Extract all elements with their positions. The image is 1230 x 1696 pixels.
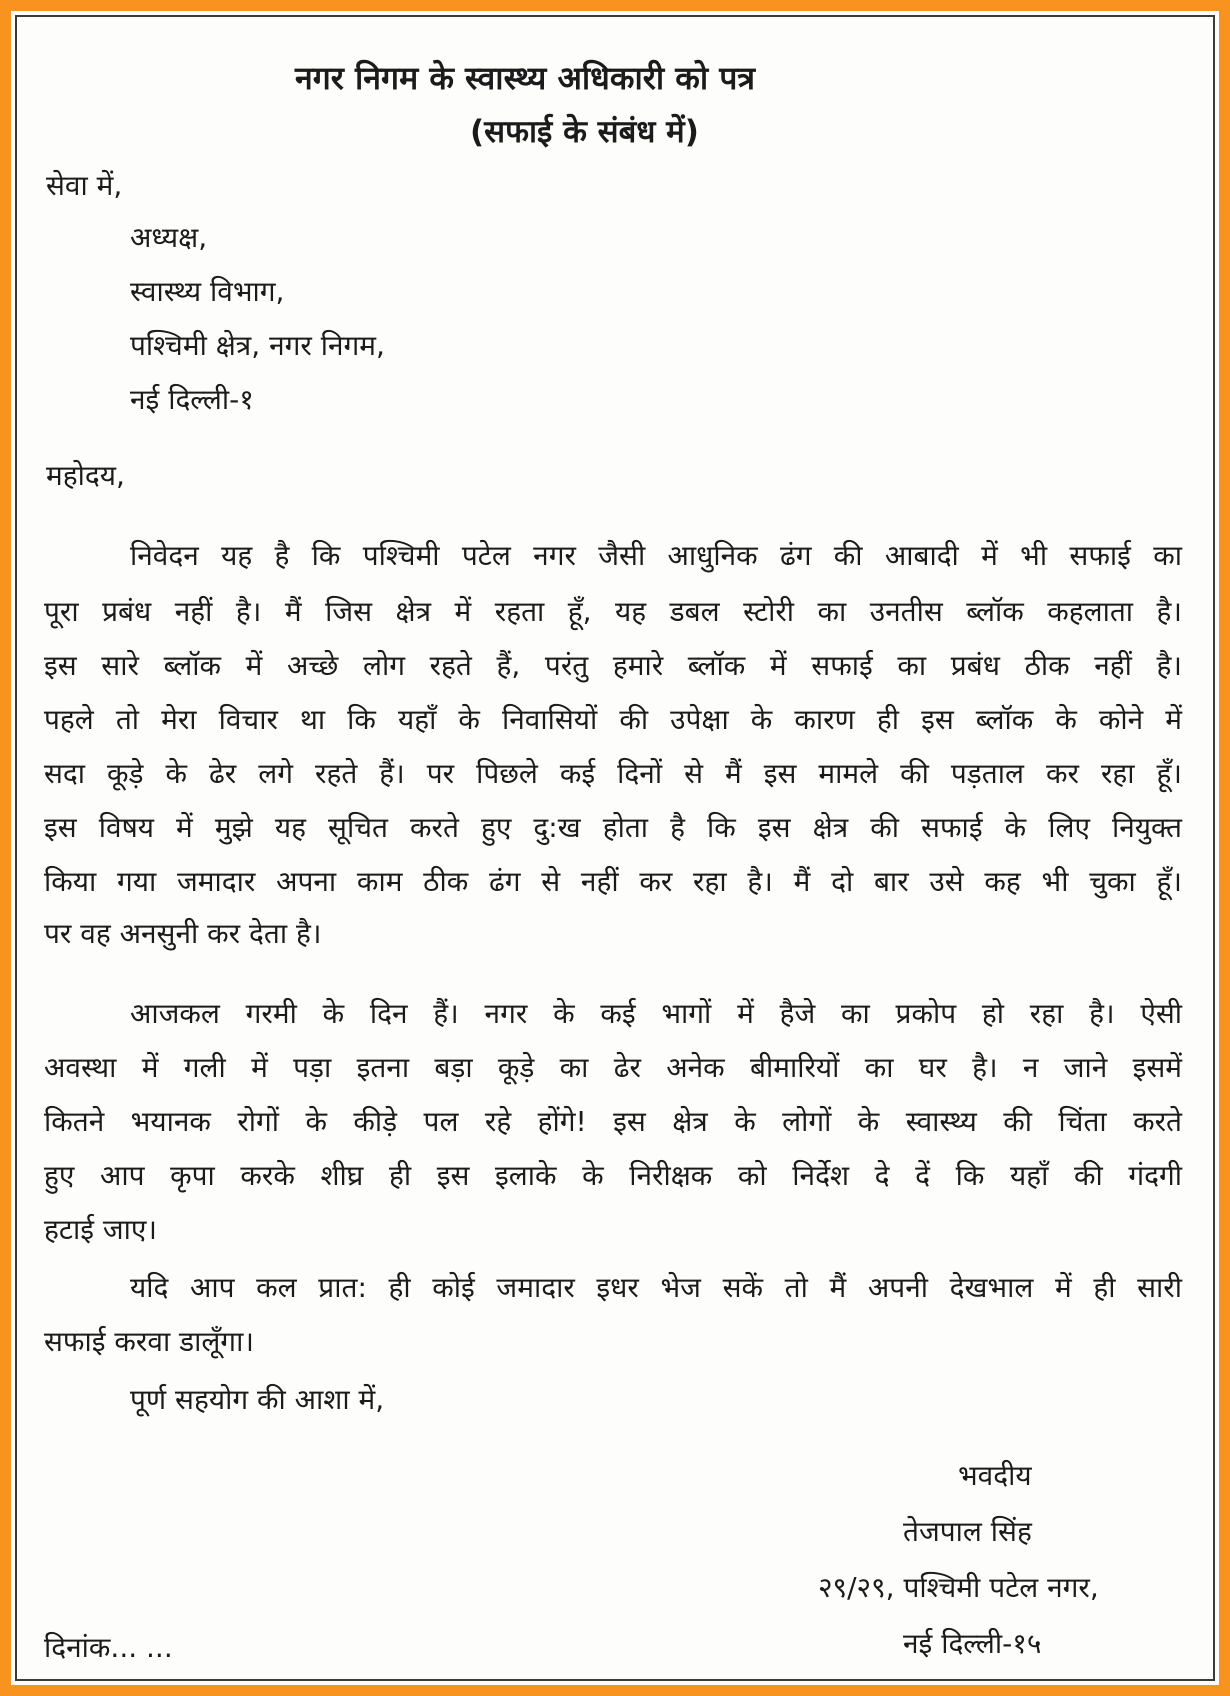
paragraph-line: कितने भयानक रोगों के कीड़े पल रहे होंगे! इस क्षेत्र के लोगों के स्वास्थ्य की चिंता करते: [44, 1105, 1182, 1138]
paragraph-line: पूरा प्रबंध नहीं है। मैं जिस क्षेत्र में रहता हूँ, यह डबल स्टोरी का उनतीस ब्लॉक कहलाता है।: [44, 595, 1182, 628]
greeting: महोदय,: [46, 459, 125, 492]
address-line: स्वास्थ्य विभाग,: [130, 275, 285, 308]
paragraph-line: इस विषय में मुझे यह सूचित करते हुए दु:ख होता है कि इस क्षेत्र की सफाई के लिए नियुक्त: [44, 811, 1182, 844]
address-line: नई दिल्ली-१: [130, 383, 254, 416]
paragraph-line: इस सारे ब्लॉक में अच्छे लोग रहते हैं, परंतु हमारे ब्लॉक में सफाई का प्रबंध ठीक नहीं है।: [44, 649, 1182, 682]
paragraph-line: हटाई जाए।: [44, 1213, 158, 1246]
paragraph-line: हुए आप कृपा करके शीघ्र ही इस इलाके के निरीक्षक को निर्देश दे दें कि यहाँ की गंदगी: [44, 1159, 1182, 1192]
address-line: पश्चिमी क्षेत्र, नगर निगम,: [130, 329, 385, 362]
closing-line: पूर्ण सहयोग की आशा में,: [130, 1383, 385, 1416]
sender-name: तेजपाल सिंह: [903, 1515, 1032, 1548]
paragraph-line: पहले तो मेरा विचार था कि यहाँ के निवासियों की उपेक्षा के कारण ही इस ब्लॉक के कोने में: [44, 703, 1182, 736]
paragraph-line: आजकल गरमी के दिन हैं। नगर के कई भागों में हैजे का प्रकोप हो रहा है। ऐसी: [130, 997, 1182, 1030]
address-line: अध्यक्ष,: [130, 221, 208, 254]
paragraph-line: किया गया जमादार अपना काम ठीक ढंग से नहीं कर रहा है। मैं दो बार उसे कह भी चुका हूँ।: [44, 865, 1182, 898]
paragraph-line: अवस्था में गली में पड़ा इतना बड़ा कूड़े का ढेर अनेक बीमारियों का घर है। न जाने इसमें: [44, 1051, 1182, 1084]
salutation-to: सेवा में,: [46, 169, 123, 202]
sender-address-line: २९/२९, पश्चिमी पटेल नगर,: [818, 1571, 1099, 1604]
paragraph-line: निवेदन यह है कि पश्चिमी पटेल नगर जैसी आधुनिक ढंग की आबादी में भी सफाई का: [130, 539, 1182, 572]
paragraph-line: सदा कूड़े के ढेर लगे रहते हैं। पर पिछले कई दिनों से मैं इस मामले की पड़ताल कर रहा हूँ।: [44, 757, 1182, 790]
paragraph-line: यदि आप कल प्रात: ही कोई जमादार इधर भेज सकें तो मैं अपनी देखभाल में ही सारी: [130, 1271, 1182, 1304]
inner-border: [15, 15, 1215, 1681]
sender-address-line: नई दिल्ली-१५: [903, 1627, 1042, 1660]
letter-title: नगर निगम के स्वास्थ्य अधिकारी को पत्र: [295, 59, 756, 97]
signoff: भवदीय: [958, 1459, 1032, 1492]
date-label: दिनांक... ...: [44, 1631, 173, 1664]
paragraph-line: पर वह अनसुनी कर देता है।: [44, 917, 322, 950]
letter-subtitle: (सफाई के संबंध में): [470, 114, 699, 150]
paragraph-line: सफाई करवा डालूँगा।: [44, 1325, 254, 1358]
